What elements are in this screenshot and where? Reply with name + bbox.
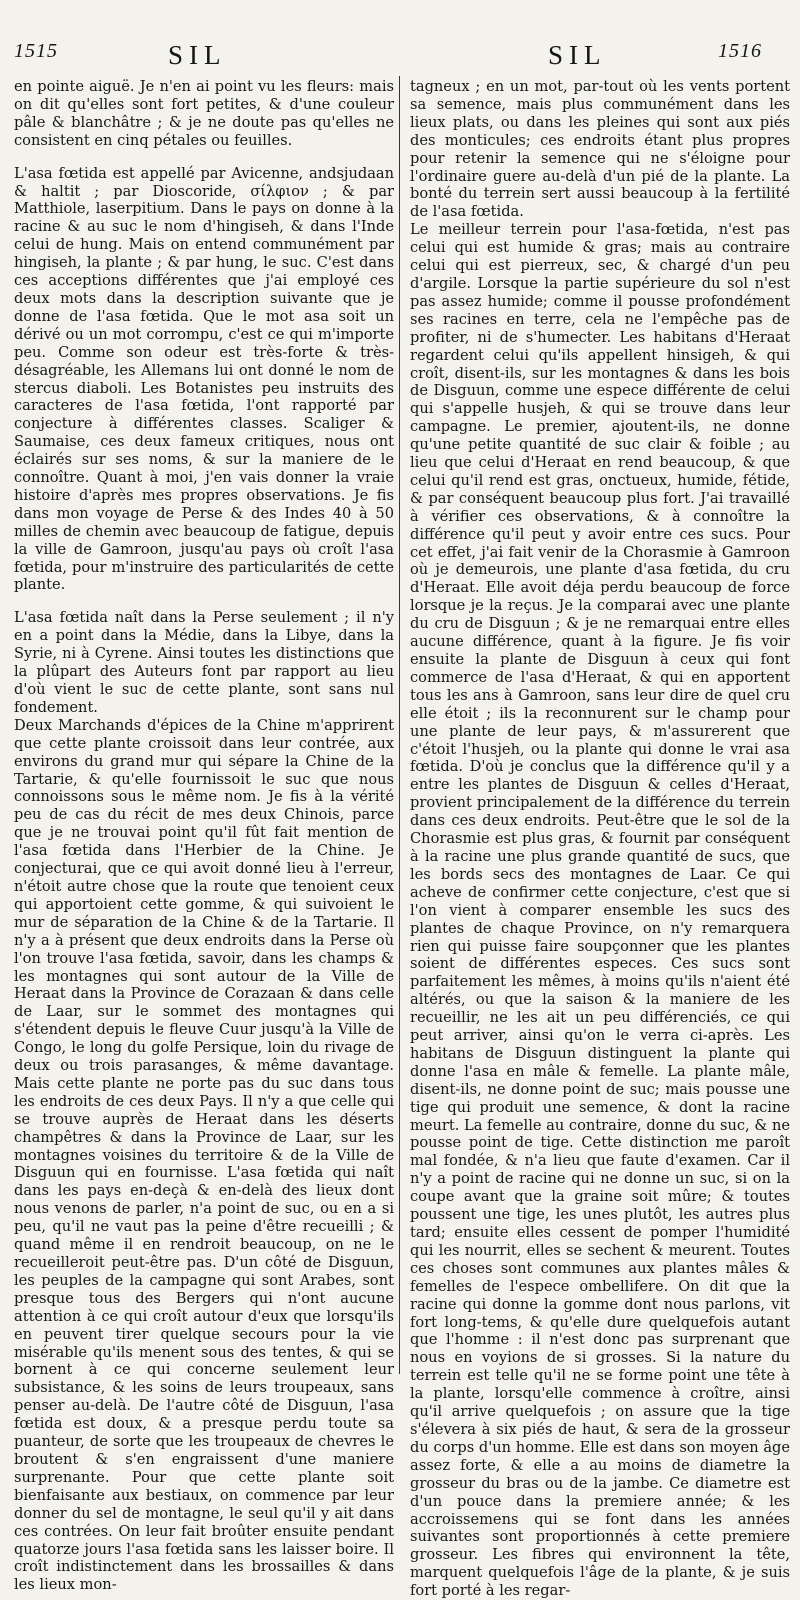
left-running-head: SIL xyxy=(168,40,227,70)
left-page-number: 1515 xyxy=(14,40,58,62)
paragraph: Le meilleur terrein pour l'asa-fœtida, n'est pas celui qui est humide & gras; mais au contraire celui qui est pierreux, sec, & chargé d'un peu d'argile. Lorsque la partie supérieure du sol n'est pas assez humide; comme il pousse profondément ses racines en terre, cela ne l'empêche pas de profiter, ni de s'humecter. Les habitans d'Heraat regardent celui qu'ils appellent hinsigeh, & qui croît, disent-ils, sur les montagnes & dans les bois de Disguun, comme une espece différente de celui qui s'appelle husjeh, & qui se trouve dans leur campagne. Le premier, ajoutent-ils, ne donne qu'une petite quantité de suc clair & foible ; au lieu que celui d'Heraat en rend beaucoup, & que celui qu'il rend est gras, onctueux, humide, fétide, & par conséquent beaucoup plus fort. J'ai travaillé à vérifier ces observations, & à connoître la différence qu'il peut y avoir entre ces sucs. Pour cet effet, j'ai fait venir de la Chorasmie à Gamroon où je demeurois, une plante d'asa fœtida, du cru d'Heraat. Elle avoit déja perdu beaucoup de force lorsque je la reçus. Je la comparai avec une plante du cru de Disguun ; & je ne remarquai entre elles aucune différence, quant à la figure. Je fis voir ensuite la plante de Disguun à ceux qui font commerce de l'asa d'Heraat, & qui en apportent tous les ans à Gamroon, sans leur dire de quel cru elle étoit ; ils la reconnurent sur le champ pour une plante de leur pays, & m'assurerent que c'étoit l'husjeh, ou la plante qui donne le vrai asa fœtida. D'où je conclus que la différence qu'il y a entre les plantes de Disguun & celles d'Heraat, provient principalement de la différence du terrein dans ces deux endroits. Peut-être que le sol de la Chorasmie est plus gras, & fournit par conséquent à la racine une plus grande quantité de sucs, que les bords secs des montagnes de Laar. Ce qui acheve de confirmer cette conjecture, c'est que si l'on vient à comparer ensemble les sucs des plantes de chaque Province, on n'y remarquera rien qui puisse faire soupçonner que les plantes soient de différentes especes. Ces sucs sont parfaitement les mêmes, à moins qu'ils n'aient été altérés, ou que la saison & la maniere de les recueillir, ne les ait un peu différenciés, ce qui peut arriver, ainsi qu'on le verra ci-après. Les habitans de Disguun distinguent la plante qui donne l'asa en mâle & femelle. La plante mâle, disent-ils, ne donne point de suc; mais pousse une tige qui produit une semence, & dont la racine meurt. La femelle au contraire, donne du suc, & ne pousse point de tige. Cette distinction me paroît mal fondée, & n'a lieu que faute d'examen. Car il n'y a point de racine qui ne donne un suc, si on la coupe avant que la graine soit mûre; & toutes poussent une tige, les unes plutôt, les autres plus tard; ensuite elles cessent de pomper l'humidité qui les nourrit, elles se sechent & meurent. Toutes ces choses sont communes aux plantes mâles & femelles de l'espece ombellifere. On dit que la racine qui donne la gomme dont nous parlons, vit fort long-tems, & qu'elle dure quelquefois autant que l'homme : il n'est donc pas surprenant que nous en voyions de si grosses. Si la nature du terrein est telle qu'il ne se forme point une tête à la plante, lorsqu'elle commence à croître, ainsi qu'il arrive quelquefois ; on assure que la tige s'élevera à six piés de haut, & sera de la grosseur du corps d'un homme. Elle est dans son moyen âge assez forte, & elle a au moins de diametre la grosseur du bras ou de la jambe. Ce diametre est d'un pouce dans la premiere année; & les accroissemens qui se font dans les années suivantes sont proportionnés à cette premiere grosseur. Les fibres qui environnent la tête, marquent quelquefois l'âge de la plante, & je suis fort porté à les regar- xyxy=(410,221,790,1600)
right-column xyxy=(410,78,790,1600)
paragraph: en pointe aiguë. Je n'en ai point vu les fleurs: mais on dit qu'elles sont fort petites, & d'une couleur pâle & blanchâtre ; & je ne doute pas qu'elles ne consistent en cinq pétales ou feuilles. xyxy=(14,78,394,149)
paragraph: L'asa fœtida est appellé par Avicenne, andsjudaan & haltit ; par Dioscoride, σίλφιον ; & par Matthiole, laserpitium. Dans le pays on donne à la racine & au suc le nom d'hingiseh, & dans l'Inde celui de hung. Mais on entend communément par hingiseh, la plante ; & par hung, le suc. C'est dans ces acceptions différentes que j'ai employé ces deux mots dans la description suivante que je donne de l'asa fœtida. Que le mot asa soit un dérivé ou un mot corrompu, c'est ce qui m'importe peu. Comme son odeur est très-forte & très-désagréable, les Allemans lui ont donné le nom de stercus diaboli. Les Botanistes peu instruits des caracteres de l'asa fœtida, l'ont rapporté par conjecture à différentes classes. Scaliger & Saumaise, ces deux fameux critiques, nous ont éclairés sur ses noms, & sur la maniere de le connoître. Quant à moi, j'en vais donner la vraie histoire d'après mes propres observations. Je fis dans mon voyage de Perse & des Indes 40 à 50 milles de chemin avec beaucoup de fatigue, depuis la ville de Gamroon, jusqu'au pays où croît l'asa fœtida, pour m'instruire des particularités de cette plante. xyxy=(14,164,394,594)
paragraph: tagneux ; en un mot, par-tout où les vents portent sa semence, mais plus communément dans les lieux plats, ou dans les pleines qui sont aux piés des monticules; ces endroits étant plus propres pour retenir la semence qui ne s'éloigne pour l'ordinaire guere au-delà d'un pié de la plante. La bonté du terrein sert aussi beaucoup à la fertilité de l'asa fœtida. xyxy=(410,78,790,221)
paragraph: Deux Marchands d'épices de la Chine m'apprirent que cette plante croissoit dans leur contrée, aux environs du grand mur qui sépare la Chine de la Tartarie, & qu'elle fournissoit le suc que nous connoissons sous le même nom. Je fis à la vérité peu de cas du récit de mes deux Chinois, parce que je ne trouvai point qu'il fût fait mention de l'asa fœtida dans l'Herbier de la Chine. Je conjecturai, que ce qui avoit donné lieu à l'erreur, n'étoit autre chose que la route que tenoient ceux qui apportoient cette gomme, & qui suivoient le mur de séparation de la Chine & de la Tartarie. Il n'y a à présent que deux endroits dans la Perse où l'on trouve l'asa fœtida, savoir, dans les champs & les montagnes qui sont autour de la Ville de Heraat dans la Province de Corazaan & dans celle de Laar, sur le sommet des montagnes qui s'étendent depuis le fleuve Cuur jusqu'à la Ville de Congo, le long du golfe Persique, loin du rivage de deux ou trois parasanges, & même davantage. Mais cette plante ne porte pas du suc dans tous les endroits de ces deux Pays. Il n'y a que celle qui se trouve auprès de Heraat dans les déserts champêtres & dans la Province de Laar, sur les montagnes voisines du territoire & de la Ville de Disguun qui en fournisse. L'asa fœtida qui naît dans les pays en-deçà & en-delà des lieux dont nous venons de parler, n'a point de suc, ou en a si peu, qu'il ne vaut pas la peine d'être recueilli ; & quand même il en rendroit beaucoup, on ne le recueilleroit peut-être pas. D'un côté de Disguun, les peuples de la campagne qui sont Arabes, sont presque tous des Bergers qui n'ont aucune attention à ce qui croît autour d'eux que lorsqu'ils en peuvent tirer quelque secours pour la vie misérable qu'ils menent sous des tentes, & qui se bornent à ce qui concerne seulement leur subsistance, & les soins de leurs troupeaux, sans penser au-delà. De l'autre côté de Disguun, l'asa fœtida est doux, & a presque perdu toute sa puanteur, de sorte que les troupeaux de chevres le broutent & s'en engraissent d'une maniere surprenante. Pour que cette plante soit bienfaisante aux bestiaux, on commence par leur donner du sel de montagne, le seul qu'il y ait dans ces contrées. On leur fait broûter ensuite pendant quatorze jours l'asa fœtida sans les laisser boire. Il croît indistinctement dans les brossailles & dans les lieux mon- xyxy=(14,716,394,1594)
left-column xyxy=(14,78,394,1594)
paragraph: L'asa fœtida naît dans la Perse seulement ; il n'y en a point dans la Médie, dans la Libye, dans la Syrie, ni à Cyrene. Ainsi toutes les distinctions que la plûpart des Auteurs font par rapport au lieu d'où vient le suc de cette plante, sont sans nul fondement. xyxy=(14,609,394,716)
right-page-number: 1516 xyxy=(718,40,762,62)
right-running-head: SIL xyxy=(548,40,607,70)
column-divider xyxy=(399,76,400,1374)
